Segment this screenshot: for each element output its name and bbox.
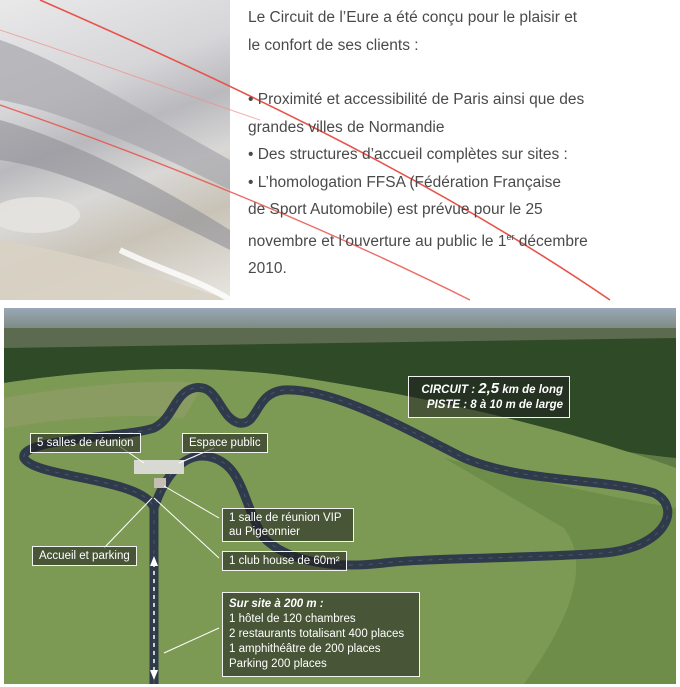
bullet-3-line-1: • L’homologation FFSA (Fédération Française (248, 173, 562, 191)
track-width: PISTE : 8 à 10 m de large (426, 399, 563, 411)
bullet-3-line-2: de Sport Automobile) est prévue pour le 25 (248, 201, 543, 218)
circuit-length-value: 2,5 (478, 380, 500, 397)
intro-text-block (248, 4, 660, 283)
on-site-item: Parking 200 places (229, 658, 327, 670)
on-site-info-box (222, 592, 420, 677)
circuit-length (415, 381, 563, 398)
bullet-3-line-3a: novembre et l’ouverture au public le 1 (248, 232, 507, 250)
bullet-1-line-2: grandes villes de Normandie (248, 118, 445, 136)
circuit-prefix: CIRCUIT : (421, 384, 479, 396)
bullet-2-line-1: • Des structures d’accueil complètes sur sites : (248, 146, 568, 163)
intro-line-2: le confort de ses clients : (248, 36, 419, 54)
vip-room-line-2: au Pigeonnier (229, 526, 300, 538)
label-club-house: 1 club house de 60m² (222, 551, 347, 571)
bullet-1-line-1: • Proximité et accessibilité de Paris ainsi que des (248, 91, 585, 108)
bullet-3-line-3 (248, 224, 660, 256)
vip-room-line-1: 1 salle de réunion VIP (229, 512, 342, 524)
label-meeting-rooms: 5 salles de réunion (30, 433, 141, 453)
bullet-3-line-4: 2010. (248, 260, 287, 278)
ordinal-superscript: er (506, 231, 515, 242)
label-vip-room (222, 508, 354, 542)
circuit-info-box (408, 376, 570, 418)
on-site-heading: Sur site à 200 m : (229, 598, 324, 610)
bullet-3-line-3b: décembre (514, 232, 588, 250)
on-site-item: 1 amphithéâtre de 200 places (229, 643, 381, 655)
circuit-length-suffix: km de long (499, 384, 563, 396)
label-reception-parking: Accueil et parking (32, 546, 137, 566)
label-public-space: Espace public (182, 433, 268, 453)
on-site-item: 2 restaurants totalisant 400 places (229, 628, 405, 640)
on-site-item: 1 hôtel de 120 chambres (229, 613, 356, 625)
intro-line-1: Le Circuit de l’Eure a été conçu pour le plaisir et (248, 9, 578, 26)
